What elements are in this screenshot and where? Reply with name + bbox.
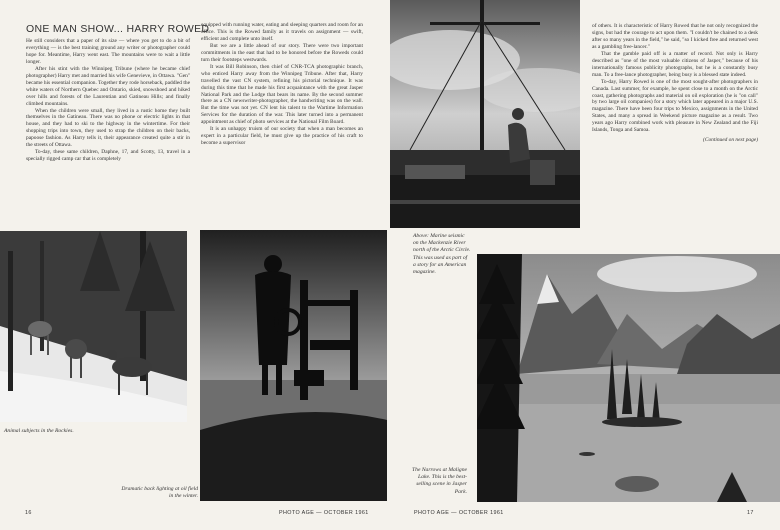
continued-note: (Continued on next page) bbox=[703, 137, 758, 144]
paragraph: That the gamble paid off is a matter of record. Not only is Harry described as "one of the most valuable citizens of Jasper," because of his internationally famous publicity photographs, but he is a constantly busy man. To a free-lance photographer, being busy is a blessed state indeed. bbox=[592, 50, 758, 78]
paragraph: It is an unhappy truism of our society that when a man becomes an expert in a particular field, he must give up the practice of his craft to become a supervisor bbox=[201, 126, 363, 147]
article-column-2 bbox=[201, 22, 363, 147]
photo-maligne-lake bbox=[477, 254, 780, 502]
paragraph: It was Bill Robinson, then chief of CNR-TCA photographic branch, who enticed Harry away from the Winnipeg Tribune. After that, Harry travelled the vast CN system, refining his pictorial technique. It was during this time that he made his first acquaintance with the great Jasper National Park and the Lodge that bears its name. By the second summer there as a CN newswriter-photographer, the handwriting was on the wall. But the time was not yet. CN lent his talent to the Wartime Information Services for the duration of the war. This later turned into a permanent appointment as chief of photo services at the National Film Board. bbox=[201, 63, 363, 126]
page-number-left: 16 bbox=[25, 510, 32, 516]
paragraph: When the children were small, they lived in a rustic home they built themselves in the Gatineau. There was no phone or electric lights in that house, and they had to ski to the highway in the wintertime. For their shopping trips into town, they used to strap the children on their backs, papoose fashion. As Harry tells it, their appearance created quite a stir in the streets of Ottawa. bbox=[26, 107, 190, 149]
paragraph: equipped with running water, eating and sleeping quarters and room for an office. This is the Rowed family as it travels on assignment — swift, efficient and complete unto itself. bbox=[201, 22, 363, 42]
masthead-left: PHOTO AGE — OCTOBER 1961 bbox=[279, 510, 369, 516]
paragraph: To-day, these same children, Daphne, 17, and Scotty, 13, travel in a specially rigged camp car that is completely bbox=[26, 149, 190, 163]
paragraph: of others. It is characteristic of Harry Rowed that he not only recognized the signs, but had the courage to act upon them. "I couldn't be chained to a desk after so many years in the field," he said, "so I kicked free and returned west as a gambling free-lancer." bbox=[592, 23, 758, 50]
photo-deer bbox=[0, 231, 187, 422]
photo-oil-field bbox=[200, 230, 387, 501]
photo-arctic-boat bbox=[390, 0, 580, 228]
article-column-3 bbox=[592, 23, 758, 144]
masthead-right: PHOTO AGE — OCTOBER 1961 bbox=[414, 510, 504, 516]
page-number-right: 17 bbox=[747, 510, 754, 516]
article-column-1 bbox=[26, 38, 190, 163]
caption-arctic: Above: Marine seismic on the Mackenzie River north of the Arctic Circle. This was used as part of a story for an American magazine. bbox=[413, 233, 471, 276]
caption-backlight: Dramatic back lighting at oil field in the winter. bbox=[121, 486, 198, 500]
paragraph: After his stint with the Winnipeg Tribune (where he became chief photographer) Harry met and married his wife Genevieve, in Ottawa. "Gen" became his essential companion. Together they rode horseback, paddled the white waters of Northern Quebec and Ontario, skied, snowshoed and hiked over hills and forests of the Laurentian and Gatineau Hills; and finally climbed mountains. bbox=[26, 65, 190, 107]
paragraph: But we are a little ahead of our story. There were two important commitments in the east that had to be honored before the Roweds could turn their footsteps westwards. bbox=[201, 42, 363, 63]
article-title: ONE MAN SHOW... HARRY ROWED bbox=[26, 23, 210, 35]
paragraph: To-day, Harry Rowed is one of the most sought-after photographers in Canada. Last summer, for example, he spent close to a month on the Arctic coast, gathering photographs and material on oil exploration (he is "on call" by two large oil companies) for a story which later appeared in a major U.S. magazine. There have been four trips to Mexico, assignments in the United States, and many a spread in Weekend picture magazine as a result. Two years ago Harry combined work with pleasure in New Zealand and the Fiji Islands, Tonga and Samoa. bbox=[592, 78, 758, 134]
caption-narrows: The Narrows at Maligne Lake. This is the best-selling scene in Jasper Park. bbox=[412, 467, 467, 495]
paragraph: He still considers that a paper of its size — where you get to do a bit of everything — is the best training ground any writer or photographer could hope for. Meantime, Harry went east. The mountains were to wait a little longer. bbox=[26, 38, 190, 65]
caption-animals: Animal subjects in the Rockies. bbox=[4, 428, 74, 434]
